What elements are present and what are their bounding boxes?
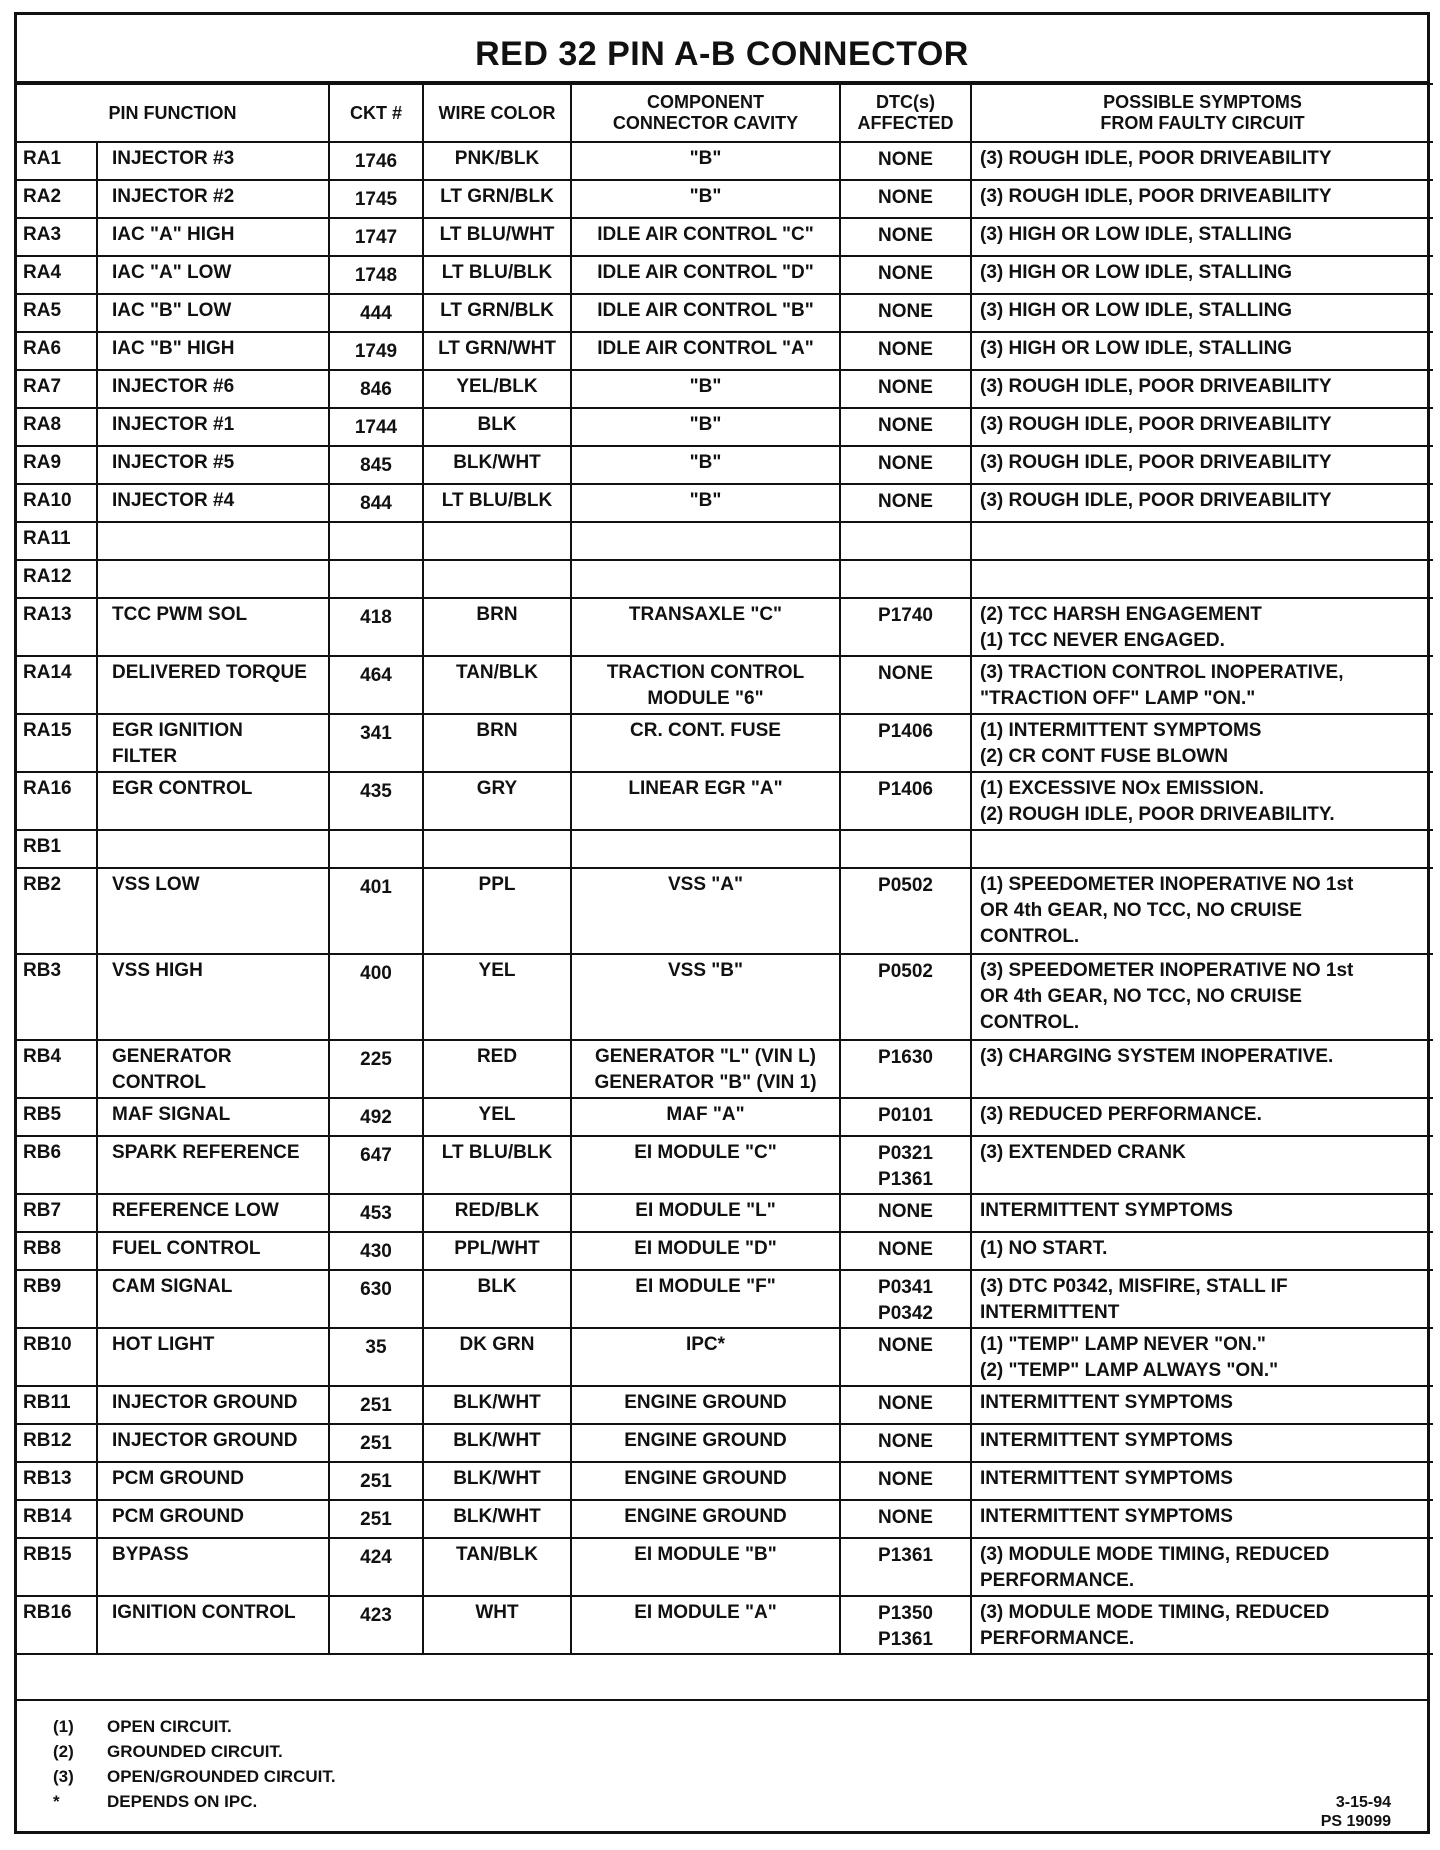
- header-symptoms: POSSIBLE SYMPTOMS FROM FAULTY CIRCUIT: [971, 84, 1433, 142]
- function-cell: IAC "A" LOW: [97, 256, 329, 294]
- ckt-cell: 845: [329, 446, 423, 484]
- function-cell: [97, 830, 329, 868]
- function-cell: HOT LIGHT: [97, 1328, 329, 1386]
- cavity-cell: ENGINE GROUND: [571, 1424, 840, 1462]
- table-row: [17, 180, 1433, 218]
- cavity-cell: "B": [571, 408, 840, 446]
- ckt-cell: 444: [329, 294, 423, 332]
- symptoms-cell: (2) TCC HARSH ENGAGEMENT (1) TCC NEVER ENGAGED.: [971, 598, 1433, 656]
- ckt-cell: 251: [329, 1424, 423, 1462]
- table-row: [17, 446, 1433, 484]
- dtc-cell: P0101: [840, 1098, 971, 1136]
- ckt-cell: 400: [329, 954, 423, 1040]
- ckt-cell: 1748: [329, 256, 423, 294]
- ckt-cell: 846: [329, 370, 423, 408]
- page-title: RED 32 PIN A-B CONNECTOR: [17, 15, 1427, 83]
- symptoms-cell: (1) EXCESSIVE NOx EMISSION. (2) ROUGH IDLE, POOR DRIVEABILITY.: [971, 772, 1433, 830]
- cavity-cell: IDLE AIR CONTROL "D": [571, 256, 840, 294]
- cavity-cell: ENGINE GROUND: [571, 1462, 840, 1500]
- table-row: [17, 1596, 1433, 1654]
- symptoms-cell: [971, 522, 1433, 560]
- ckt-cell: 341: [329, 714, 423, 772]
- wire-color-cell: [423, 560, 571, 598]
- function-cell: INJECTOR GROUND: [97, 1424, 329, 1462]
- symptoms-cell: (1) INTERMITTENT SYMPTOMS (2) CR CONT FUSE BLOWN: [971, 714, 1433, 772]
- table-row: [17, 656, 1433, 714]
- function-cell: SPARK REFERENCE: [97, 1136, 329, 1194]
- pin-cell: RA9: [17, 446, 97, 484]
- pin-cell: RB7: [17, 1194, 97, 1232]
- pin-cell: RB14: [17, 1500, 97, 1538]
- wire-color-cell: GRY: [423, 772, 571, 830]
- header-ckt: CKT #: [329, 84, 423, 142]
- pin-cell: RB5: [17, 1098, 97, 1136]
- footnote-text: OPEN CIRCUIT.: [107, 1717, 232, 1736]
- dtc-cell: P1740: [840, 598, 971, 656]
- symptoms-cell: INTERMITTENT SYMPTOMS: [971, 1462, 1433, 1500]
- function-cell: VSS HIGH: [97, 954, 329, 1040]
- pin-cell: RB15: [17, 1538, 97, 1596]
- dtc-cell: P1361: [840, 1538, 971, 1596]
- cavity-cell: EI MODULE "B": [571, 1538, 840, 1596]
- wire-color-cell: PPL: [423, 868, 571, 954]
- wire-color-cell: BLK/WHT: [423, 1424, 571, 1462]
- ckt-cell: 251: [329, 1500, 423, 1538]
- function-cell: BYPASS: [97, 1538, 329, 1596]
- dtc-cell: NONE: [840, 408, 971, 446]
- cavity-cell: EI MODULE "L": [571, 1194, 840, 1232]
- symptoms-cell: [971, 830, 1433, 868]
- document-code: [1321, 1793, 1391, 1831]
- symptoms-cell: [971, 560, 1433, 598]
- pin-cell: RA7: [17, 370, 97, 408]
- pin-cell: RB2: [17, 868, 97, 954]
- footnote-text: DEPENDS ON IPC.: [107, 1792, 258, 1811]
- dtc-cell: NONE: [840, 656, 971, 714]
- dtc-cell: P0502: [840, 868, 971, 954]
- wire-color-cell: LT BLU/BLK: [423, 484, 571, 522]
- wire-color-cell: BLK/WHT: [423, 1462, 571, 1500]
- function-cell: INJECTOR #6: [97, 370, 329, 408]
- ckt-cell: 1747: [329, 218, 423, 256]
- table-row: [17, 598, 1433, 656]
- pin-cell: RA2: [17, 180, 97, 218]
- function-cell: INJECTOR GROUND: [97, 1386, 329, 1424]
- table-row: [17, 830, 1433, 868]
- dtc-cell: [840, 560, 971, 598]
- symptoms-cell: (3) ROUGH IDLE, POOR DRIVEABILITY: [971, 180, 1433, 218]
- dtc-cell: P0502: [840, 954, 971, 1040]
- ckt-cell: 844: [329, 484, 423, 522]
- cavity-cell: IDLE AIR CONTROL "A": [571, 332, 840, 370]
- pin-cell: RA12: [17, 560, 97, 598]
- pin-cell: RB16: [17, 1596, 97, 1654]
- function-cell: IAC "A" HIGH: [97, 218, 329, 256]
- table-row: [17, 772, 1433, 830]
- ckt-cell: 401: [329, 868, 423, 954]
- table-row: [17, 1040, 1433, 1098]
- ckt-cell: [329, 560, 423, 598]
- pin-cell: RA8: [17, 408, 97, 446]
- symptoms-cell: (3) DTC P0342, MISFIRE, STALL IF INTERMITTENT: [971, 1270, 1433, 1328]
- wire-color-cell: BLK: [423, 408, 571, 446]
- table-row: [17, 1270, 1433, 1328]
- dtc-cell: NONE: [840, 332, 971, 370]
- footnote: [53, 1738, 283, 1766]
- symptoms-cell: (3) HIGH OR LOW IDLE, STALLING: [971, 256, 1433, 294]
- pin-cell: RA10: [17, 484, 97, 522]
- pin-cell: RB13: [17, 1462, 97, 1500]
- wire-color-cell: LT GRN/BLK: [423, 294, 571, 332]
- symptoms-cell: (3) HIGH OR LOW IDLE, STALLING: [971, 332, 1433, 370]
- function-cell: IAC "B" LOW: [97, 294, 329, 332]
- function-cell: CAM SIGNAL: [97, 1270, 329, 1328]
- symptoms-cell: INTERMITTENT SYMPTOMS: [971, 1500, 1433, 1538]
- table-row: [17, 1424, 1433, 1462]
- cavity-cell: EI MODULE "A": [571, 1596, 840, 1654]
- wire-color-cell: YEL: [423, 954, 571, 1040]
- cavity-cell: TRANSAXLE "C": [571, 598, 840, 656]
- pin-cell: RA5: [17, 294, 97, 332]
- wire-color-cell: LT BLU/BLK: [423, 1136, 571, 1194]
- dtc-cell: P1630: [840, 1040, 971, 1098]
- symptoms-cell: (3) MODULE MODE TIMING, REDUCED PERFORMANCE.: [971, 1538, 1433, 1596]
- function-cell: DELIVERED TORQUE: [97, 656, 329, 714]
- dtc-cell: NONE: [840, 294, 971, 332]
- symptoms-cell: (1) SPEEDOMETER INOPERATIVE NO 1st OR 4th GEAR, NO TCC, NO CRUISE CONTROL.: [971, 868, 1433, 954]
- table-row: [17, 1538, 1433, 1596]
- dtc-cell: NONE: [840, 1424, 971, 1462]
- dtc-cell: NONE: [840, 1194, 971, 1232]
- connector-sheet: [14, 12, 1430, 1834]
- function-cell: PCM GROUND: [97, 1462, 329, 1500]
- pin-cell: RA11: [17, 522, 97, 560]
- table-row: [17, 1136, 1433, 1194]
- table-row: [17, 1232, 1433, 1270]
- symptoms-cell: (3) ROUGH IDLE, POOR DRIVEABILITY: [971, 370, 1433, 408]
- symptoms-cell: INTERMITTENT SYMPTOMS: [971, 1386, 1433, 1424]
- table-row: [17, 954, 1433, 1040]
- wire-color-cell: [423, 522, 571, 560]
- function-cell: IAC "B" HIGH: [97, 332, 329, 370]
- wire-color-cell: BRN: [423, 598, 571, 656]
- wire-color-cell: PPL/WHT: [423, 1232, 571, 1270]
- cavity-cell: IPC*: [571, 1328, 840, 1386]
- table-row: [17, 522, 1433, 560]
- table-row: [17, 1098, 1433, 1136]
- cavity-cell: ENGINE GROUND: [571, 1500, 840, 1538]
- table-row: [17, 256, 1433, 294]
- symptoms-cell: (3) SPEEDOMETER INOPERATIVE NO 1st OR 4th GEAR, NO TCC, NO CRUISE CONTROL.: [971, 954, 1433, 1040]
- symptoms-cell: (3) HIGH OR LOW IDLE, STALLING: [971, 294, 1433, 332]
- cavity-cell: EI MODULE "F": [571, 1270, 840, 1328]
- header-component-cavity: COMPONENT CONNECTOR CAVITY: [571, 84, 840, 142]
- function-cell: IGNITION CONTROL: [97, 1596, 329, 1654]
- header-wire-color: WIRE COLOR: [423, 84, 571, 142]
- footnote: [53, 1763, 336, 1791]
- pinout-table: [17, 83, 1433, 1655]
- footnote-text: GROUNDED CIRCUIT.: [107, 1742, 283, 1761]
- dtc-cell: NONE: [840, 142, 971, 180]
- table-row: [17, 294, 1433, 332]
- pin-cell: RA4: [17, 256, 97, 294]
- ckt-cell: 435: [329, 772, 423, 830]
- cavity-cell: VSS "B": [571, 954, 840, 1040]
- symptoms-cell: (3) ROUGH IDLE, POOR DRIVEABILITY: [971, 484, 1433, 522]
- function-cell: REFERENCE LOW: [97, 1194, 329, 1232]
- table-row: [17, 1386, 1433, 1424]
- wire-color-cell: WHT: [423, 1596, 571, 1654]
- cavity-cell: MAF "A": [571, 1098, 840, 1136]
- pin-cell: RA13: [17, 598, 97, 656]
- table-row: [17, 1462, 1433, 1500]
- function-cell: INJECTOR #3: [97, 142, 329, 180]
- wire-color-cell: RED: [423, 1040, 571, 1098]
- pin-cell: RB8: [17, 1232, 97, 1270]
- function-cell: TCC PWM SOL: [97, 598, 329, 656]
- dtc-cell: NONE: [840, 218, 971, 256]
- cavity-cell: "B": [571, 180, 840, 218]
- ckt-cell: 647: [329, 1136, 423, 1194]
- dtc-cell: P1406: [840, 772, 971, 830]
- document-date: 3-15-94: [1335, 1794, 1391, 1811]
- dtc-cell: NONE: [840, 446, 971, 484]
- cavity-cell: TRACTION CONTROL MODULE "6": [571, 656, 840, 714]
- wire-color-cell: TAN/BLK: [423, 656, 571, 714]
- dtc-cell: P1350 P1361: [840, 1596, 971, 1654]
- dtc-cell: P0321 P1361: [840, 1136, 971, 1194]
- wire-color-cell: LT BLU/BLK: [423, 256, 571, 294]
- symptoms-cell: (3) ROUGH IDLE, POOR DRIVEABILITY: [971, 446, 1433, 484]
- cavity-cell: GENERATOR "L" (VIN L) GENERATOR "B" (VIN 1): [571, 1040, 840, 1098]
- pin-cell: RB4: [17, 1040, 97, 1098]
- table-row: [17, 484, 1433, 522]
- ckt-cell: 423: [329, 1596, 423, 1654]
- wire-color-cell: TAN/BLK: [423, 1538, 571, 1596]
- footnote-text: OPEN/GROUNDED CIRCUIT.: [107, 1767, 336, 1786]
- pin-cell: RA14: [17, 656, 97, 714]
- pin-cell: RB9: [17, 1270, 97, 1328]
- dtc-cell: NONE: [840, 370, 971, 408]
- symptoms-cell: (3) ROUGH IDLE, POOR DRIVEABILITY: [971, 142, 1433, 180]
- wire-color-cell: BLK: [423, 1270, 571, 1328]
- cavity-cell: "B": [571, 142, 840, 180]
- cavity-cell: [571, 560, 840, 598]
- cavity-cell: "B": [571, 446, 840, 484]
- ckt-cell: 1746: [329, 142, 423, 180]
- symptoms-cell: (3) ROUGH IDLE, POOR DRIVEABILITY: [971, 408, 1433, 446]
- symptoms-cell: (1) "TEMP" LAMP NEVER "ON." (2) "TEMP" LAMP ALWAYS "ON.": [971, 1328, 1433, 1386]
- dtc-cell: [840, 830, 971, 868]
- pin-cell: RA1: [17, 142, 97, 180]
- symptoms-cell: (3) MODULE MODE TIMING, REDUCED PERFORMANCE.: [971, 1596, 1433, 1654]
- cavity-cell: VSS "A": [571, 868, 840, 954]
- ckt-cell: 1745: [329, 180, 423, 218]
- dtc-cell: NONE: [840, 1462, 971, 1500]
- wire-color-cell: YEL/BLK: [423, 370, 571, 408]
- ckt-cell: 430: [329, 1232, 423, 1270]
- wire-color-cell: YEL: [423, 1098, 571, 1136]
- symptoms-cell: INTERMITTENT SYMPTOMS: [971, 1194, 1433, 1232]
- header-row: [17, 84, 1433, 142]
- footnote: [53, 1788, 257, 1816]
- cavity-cell: "B": [571, 484, 840, 522]
- cavity-cell: ENGINE GROUND: [571, 1386, 840, 1424]
- table-row: [17, 218, 1433, 256]
- symptoms-cell: (3) REDUCED PERFORMANCE.: [971, 1098, 1433, 1136]
- table-row: [17, 1500, 1433, 1538]
- ckt-cell: 1744: [329, 408, 423, 446]
- function-cell: [97, 522, 329, 560]
- table-row: [17, 142, 1433, 180]
- ckt-cell: [329, 522, 423, 560]
- ckt-cell: 630: [329, 1270, 423, 1328]
- cavity-cell: [571, 522, 840, 560]
- wire-color-cell: BLK/WHT: [423, 446, 571, 484]
- symptoms-cell: INTERMITTENT SYMPTOMS: [971, 1424, 1433, 1462]
- table-row: [17, 408, 1433, 446]
- wire-color-cell: BLK/WHT: [423, 1500, 571, 1538]
- footnote-mark: (2): [53, 1742, 74, 1761]
- cavity-cell: [571, 830, 840, 868]
- pin-cell: RA3: [17, 218, 97, 256]
- function-cell: EGR CONTROL: [97, 772, 329, 830]
- pin-cell: RB6: [17, 1136, 97, 1194]
- ckt-cell: 225: [329, 1040, 423, 1098]
- table-row: [17, 868, 1433, 954]
- ckt-cell: 35: [329, 1328, 423, 1386]
- table-row: [17, 714, 1433, 772]
- symptoms-cell: (3) EXTENDED CRANK: [971, 1136, 1433, 1194]
- dtc-cell: NONE: [840, 1500, 971, 1538]
- pin-cell: RA15: [17, 714, 97, 772]
- cavity-cell: IDLE AIR CONTROL "B": [571, 294, 840, 332]
- dtc-cell: NONE: [840, 484, 971, 522]
- dtc-cell: NONE: [840, 1386, 971, 1424]
- ckt-cell: 492: [329, 1098, 423, 1136]
- function-cell: GENERATOR CONTROL: [97, 1040, 329, 1098]
- function-cell: INJECTOR #5: [97, 446, 329, 484]
- ckt-cell: 1749: [329, 332, 423, 370]
- function-cell: FUEL CONTROL: [97, 1232, 329, 1270]
- dtc-cell: NONE: [840, 1232, 971, 1270]
- cavity-cell: IDLE AIR CONTROL "C": [571, 218, 840, 256]
- wire-color-cell: LT GRN/BLK: [423, 180, 571, 218]
- function-cell: VSS LOW: [97, 868, 329, 954]
- pin-cell: RA6: [17, 332, 97, 370]
- pin-cell: RB11: [17, 1386, 97, 1424]
- cavity-cell: EI MODULE "C": [571, 1136, 840, 1194]
- wire-color-cell: BRN: [423, 714, 571, 772]
- symptoms-cell: (3) HIGH OR LOW IDLE, STALLING: [971, 218, 1433, 256]
- table-row: [17, 370, 1433, 408]
- symptoms-cell: (3) CHARGING SYSTEM INOPERATIVE.: [971, 1040, 1433, 1098]
- table-row: [17, 1328, 1433, 1386]
- footnote: [53, 1713, 232, 1741]
- wire-color-cell: PNK/BLK: [423, 142, 571, 180]
- wire-color-cell: LT BLU/WHT: [423, 218, 571, 256]
- function-cell: EGR IGNITION FILTER: [97, 714, 329, 772]
- function-cell: INJECTOR #2: [97, 180, 329, 218]
- dtc-cell: P0341 P0342: [840, 1270, 971, 1328]
- symptoms-cell: (3) TRACTION CONTROL INOPERATIVE, "TRACTION OFF" LAMP "ON.": [971, 656, 1433, 714]
- document-ps-number: PS 19099: [1320, 1813, 1391, 1830]
- wire-color-cell: [423, 830, 571, 868]
- table-row: [17, 1194, 1433, 1232]
- wire-color-cell: LT GRN/WHT: [423, 332, 571, 370]
- pin-cell: RB12: [17, 1424, 97, 1462]
- table-row: [17, 560, 1433, 598]
- cavity-cell: LINEAR EGR "A": [571, 772, 840, 830]
- footnote-mark: *: [53, 1792, 60, 1811]
- function-cell: INJECTOR #1: [97, 408, 329, 446]
- dtc-cell: P1406: [840, 714, 971, 772]
- pin-cell: RB10: [17, 1328, 97, 1386]
- pin-cell: RB1: [17, 830, 97, 868]
- header-pin-function: PIN FUNCTION: [17, 84, 329, 142]
- wire-color-cell: RED/BLK: [423, 1194, 571, 1232]
- ckt-cell: 424: [329, 1538, 423, 1596]
- symptoms-cell: (1) NO START.: [971, 1232, 1433, 1270]
- wire-color-cell: BLK/WHT: [423, 1386, 571, 1424]
- ckt-cell: [329, 830, 423, 868]
- table-row: [17, 332, 1433, 370]
- cavity-cell: CR. CONT. FUSE: [571, 714, 840, 772]
- function-cell: INJECTOR #4: [97, 484, 329, 522]
- ckt-cell: 464: [329, 656, 423, 714]
- ckt-cell: 251: [329, 1462, 423, 1500]
- footnotes: [17, 1699, 1427, 1837]
- pin-cell: RB3: [17, 954, 97, 1040]
- ckt-cell: 418: [329, 598, 423, 656]
- wire-color-cell: DK GRN: [423, 1328, 571, 1386]
- footnote-mark: (3): [53, 1767, 74, 1786]
- footnote-mark: (1): [53, 1717, 74, 1736]
- cavity-cell: "B": [571, 370, 840, 408]
- dtc-cell: [840, 522, 971, 560]
- function-cell: MAF SIGNAL: [97, 1098, 329, 1136]
- function-cell: [97, 560, 329, 598]
- pin-cell: RA16: [17, 772, 97, 830]
- dtc-cell: NONE: [840, 1328, 971, 1386]
- function-cell: PCM GROUND: [97, 1500, 329, 1538]
- ckt-cell: 453: [329, 1194, 423, 1232]
- ckt-cell: 251: [329, 1386, 423, 1424]
- dtc-cell: NONE: [840, 180, 971, 218]
- pin-rows: [17, 142, 1433, 1654]
- cavity-cell: EI MODULE "D": [571, 1232, 840, 1270]
- dtc-cell: NONE: [840, 256, 971, 294]
- header-dtc: DTC(s) AFFECTED: [840, 84, 971, 142]
